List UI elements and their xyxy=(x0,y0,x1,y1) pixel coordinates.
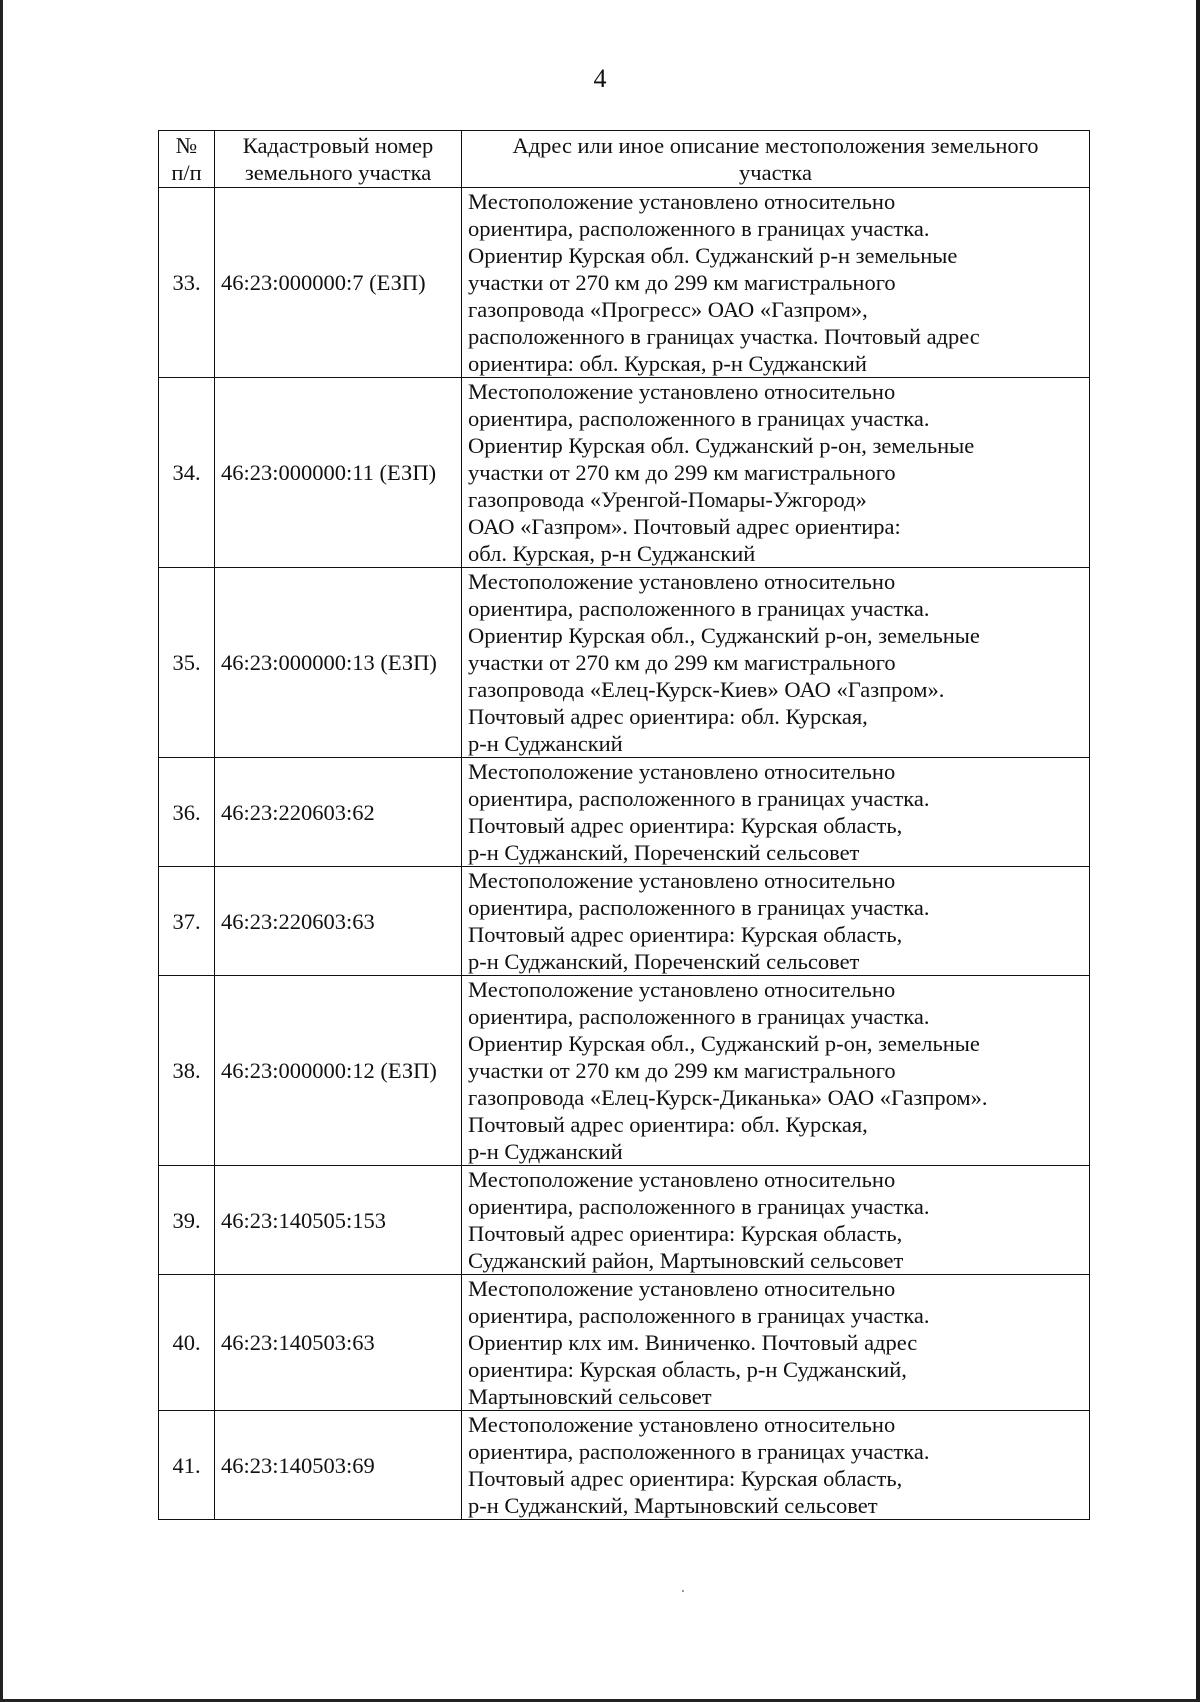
page-number: 4 xyxy=(593,64,607,93)
address-line: Суджанский район, Мартыновский сельсовет xyxy=(468,1248,904,1273)
address-line: Ориентир Курская обл. Суджанский р-он, земельные xyxy=(468,433,975,458)
cadastral-number: 46:23:000000:7 (ЕЗП) xyxy=(215,188,462,378)
address-line: Ориентир Курская обл. Суджанский р-н земельные xyxy=(468,243,958,268)
address-line: газопровода «Уренгой-Помары-Ужгород» xyxy=(468,487,867,512)
address-line: р-н Суджанский, Мартыновский сельсовет xyxy=(468,1493,878,1518)
table-row xyxy=(159,976,1090,1166)
cadastral-number: 46:23:140505:153 xyxy=(215,1166,462,1275)
address-line: ориентира, расположенного в границах участка. xyxy=(468,1004,930,1029)
table-row xyxy=(159,1411,1090,1520)
address-line: участки от 270 км до 299 км магистрального xyxy=(468,460,896,485)
address-line: р-н Суджанский xyxy=(468,731,623,756)
cadastral-number: 46:23:000000:12 (ЕЗП) xyxy=(215,976,462,1166)
address-description xyxy=(462,1275,1090,1411)
address-description xyxy=(462,568,1090,758)
table-row xyxy=(159,568,1090,758)
address-description xyxy=(462,758,1090,867)
scan-speck xyxy=(682,1590,684,1592)
address-line: Почтовый адрес ориентира: обл. Курская, xyxy=(468,704,868,729)
row-number: 35. xyxy=(159,568,215,758)
header-number xyxy=(159,131,215,188)
header-address xyxy=(462,131,1090,188)
cadastral-number: 46:23:220603:63 xyxy=(215,867,462,976)
address-line: участки от 270 км до 299 км магистрального xyxy=(468,650,896,675)
cadastral-number: 46:23:140503:69 xyxy=(215,1411,462,1520)
address-line: р-н Суджанский, Пореченский сельсовет xyxy=(468,949,860,974)
address-line: Местоположение установлено относительно xyxy=(468,759,896,784)
header-address-line-2: участка xyxy=(739,160,812,185)
address-line: Ориентир Курская обл., Суджанский р-он, земельные xyxy=(468,623,980,648)
table-row xyxy=(159,188,1090,378)
address-line: обл. Курская, р-н Суджанский xyxy=(468,541,756,566)
header-number-line-1: № xyxy=(175,133,198,158)
address-line: ориентира, расположенного в границах участка. xyxy=(468,1303,930,1328)
header-number-line-2: п/п xyxy=(171,160,202,185)
address-line: Местоположение установлено относительно xyxy=(468,1167,896,1192)
address-description xyxy=(462,867,1090,976)
header-cadastral-number xyxy=(215,131,462,188)
row-number: 38. xyxy=(159,976,215,1166)
table-row xyxy=(159,378,1090,568)
address-line: Местоположение установлено относительно xyxy=(468,569,896,594)
address-line: ориентира, расположенного в границах участка. xyxy=(468,1439,930,1464)
table-row xyxy=(159,1275,1090,1411)
address-line: ориентира, расположенного в границах участка. xyxy=(468,216,930,241)
table-body xyxy=(159,188,1090,1520)
address-line: Почтовый адрес ориентира: обл. Курская, xyxy=(468,1112,868,1137)
address-line: ориентира, расположенного в границах участка. xyxy=(468,895,930,920)
address-line: Местоположение установлено относительно xyxy=(468,189,896,214)
table-row xyxy=(159,867,1090,976)
row-number: 34. xyxy=(159,378,215,568)
table-row xyxy=(159,758,1090,867)
land-plots-table xyxy=(158,130,1090,1520)
address-line: Местоположение установлено относительно xyxy=(468,379,896,404)
address-line: газопровода «Елец-Курск-Диканька» ОАО «Газпром». xyxy=(468,1085,988,1110)
address-line: Ориентир Курская обл., Суджанский р-он, земельные xyxy=(468,1031,980,1056)
address-line: р-н Суджанский xyxy=(468,1139,623,1164)
address-description xyxy=(462,1411,1090,1520)
address-line: ориентира, расположенного в границах участка. xyxy=(468,1194,930,1219)
address-line: Почтовый адрес ориентира: Курская область, xyxy=(468,1466,903,1491)
address-line: ОАО «Газпром». Почтовый адрес ориентира: xyxy=(468,514,901,539)
address-description xyxy=(462,1166,1090,1275)
address-line: ориентира: Курская область, р-н Суджанский, xyxy=(468,1357,907,1382)
row-number: 37. xyxy=(159,867,215,976)
scan-edge-left xyxy=(0,0,3,1702)
header-cadastral-line-1: Кадастровый номер xyxy=(242,133,434,158)
row-number: 41. xyxy=(159,1411,215,1520)
address-line: ориентира, расположенного в границах участка. xyxy=(468,596,930,621)
address-line: Почтовый адрес ориентира: Курская область, xyxy=(468,922,903,947)
address-line: р-н Суджанский, Пореченский сельсовет xyxy=(468,840,860,865)
address-line: Почтовый адрес ориентира: Курская область, xyxy=(468,1221,903,1246)
table-row xyxy=(159,1166,1090,1275)
address-description xyxy=(462,976,1090,1166)
row-number: 36. xyxy=(159,758,215,867)
cadastral-number: 46:23:220603:62 xyxy=(215,758,462,867)
address-line: ориентира, расположенного в границах участка. xyxy=(468,406,930,431)
address-line: Местоположение установлено относительно xyxy=(468,977,896,1002)
cadastral-number: 46:23:000000:11 (ЕЗП) xyxy=(215,378,462,568)
address-line: ориентира, расположенного в границах участка. xyxy=(468,786,930,811)
address-line: ориентира: обл. Курская, р-н Суджанский xyxy=(468,351,867,376)
cadastral-number: 46:23:000000:13 (ЕЗП) xyxy=(215,568,462,758)
address-line: газопровода «Прогресс» ОАО «Газпром», xyxy=(468,297,868,322)
address-line: газопровода «Елец-Курск-Киев» ОАО «Газпром». xyxy=(468,677,945,702)
header-address-line-1: Адрес или иное описание местоположения земельного xyxy=(512,133,1039,158)
address-line: Местоположение установлено относительно xyxy=(468,868,896,893)
address-line: расположенного в границах участка. Почтовый адрес xyxy=(468,324,980,349)
address-line: Местоположение установлено относительно xyxy=(468,1412,896,1437)
address-line: Мартыновский сельсовет xyxy=(468,1384,712,1409)
address-line: Ориентир клх им. Виниченко. Почтовый адрес xyxy=(468,1330,918,1355)
address-description xyxy=(462,378,1090,568)
row-number: 39. xyxy=(159,1166,215,1275)
address-line: участки от 270 км до 299 км магистрального xyxy=(468,270,896,295)
row-number: 33. xyxy=(159,188,215,378)
header-cadastral-line-2: земельного участка xyxy=(244,160,432,185)
address-description xyxy=(462,188,1090,378)
cadastral-number: 46:23:140503:63 xyxy=(215,1275,462,1411)
scan-edge-right xyxy=(1196,0,1200,1702)
address-line: Местоположение установлено относительно xyxy=(468,1276,896,1301)
address-line: участки от 270 км до 299 км магистрального xyxy=(468,1058,896,1083)
address-line: Почтовый адрес ориентира: Курская область, xyxy=(468,813,903,838)
row-number: 40. xyxy=(159,1275,215,1411)
table-header-row xyxy=(159,131,1090,188)
